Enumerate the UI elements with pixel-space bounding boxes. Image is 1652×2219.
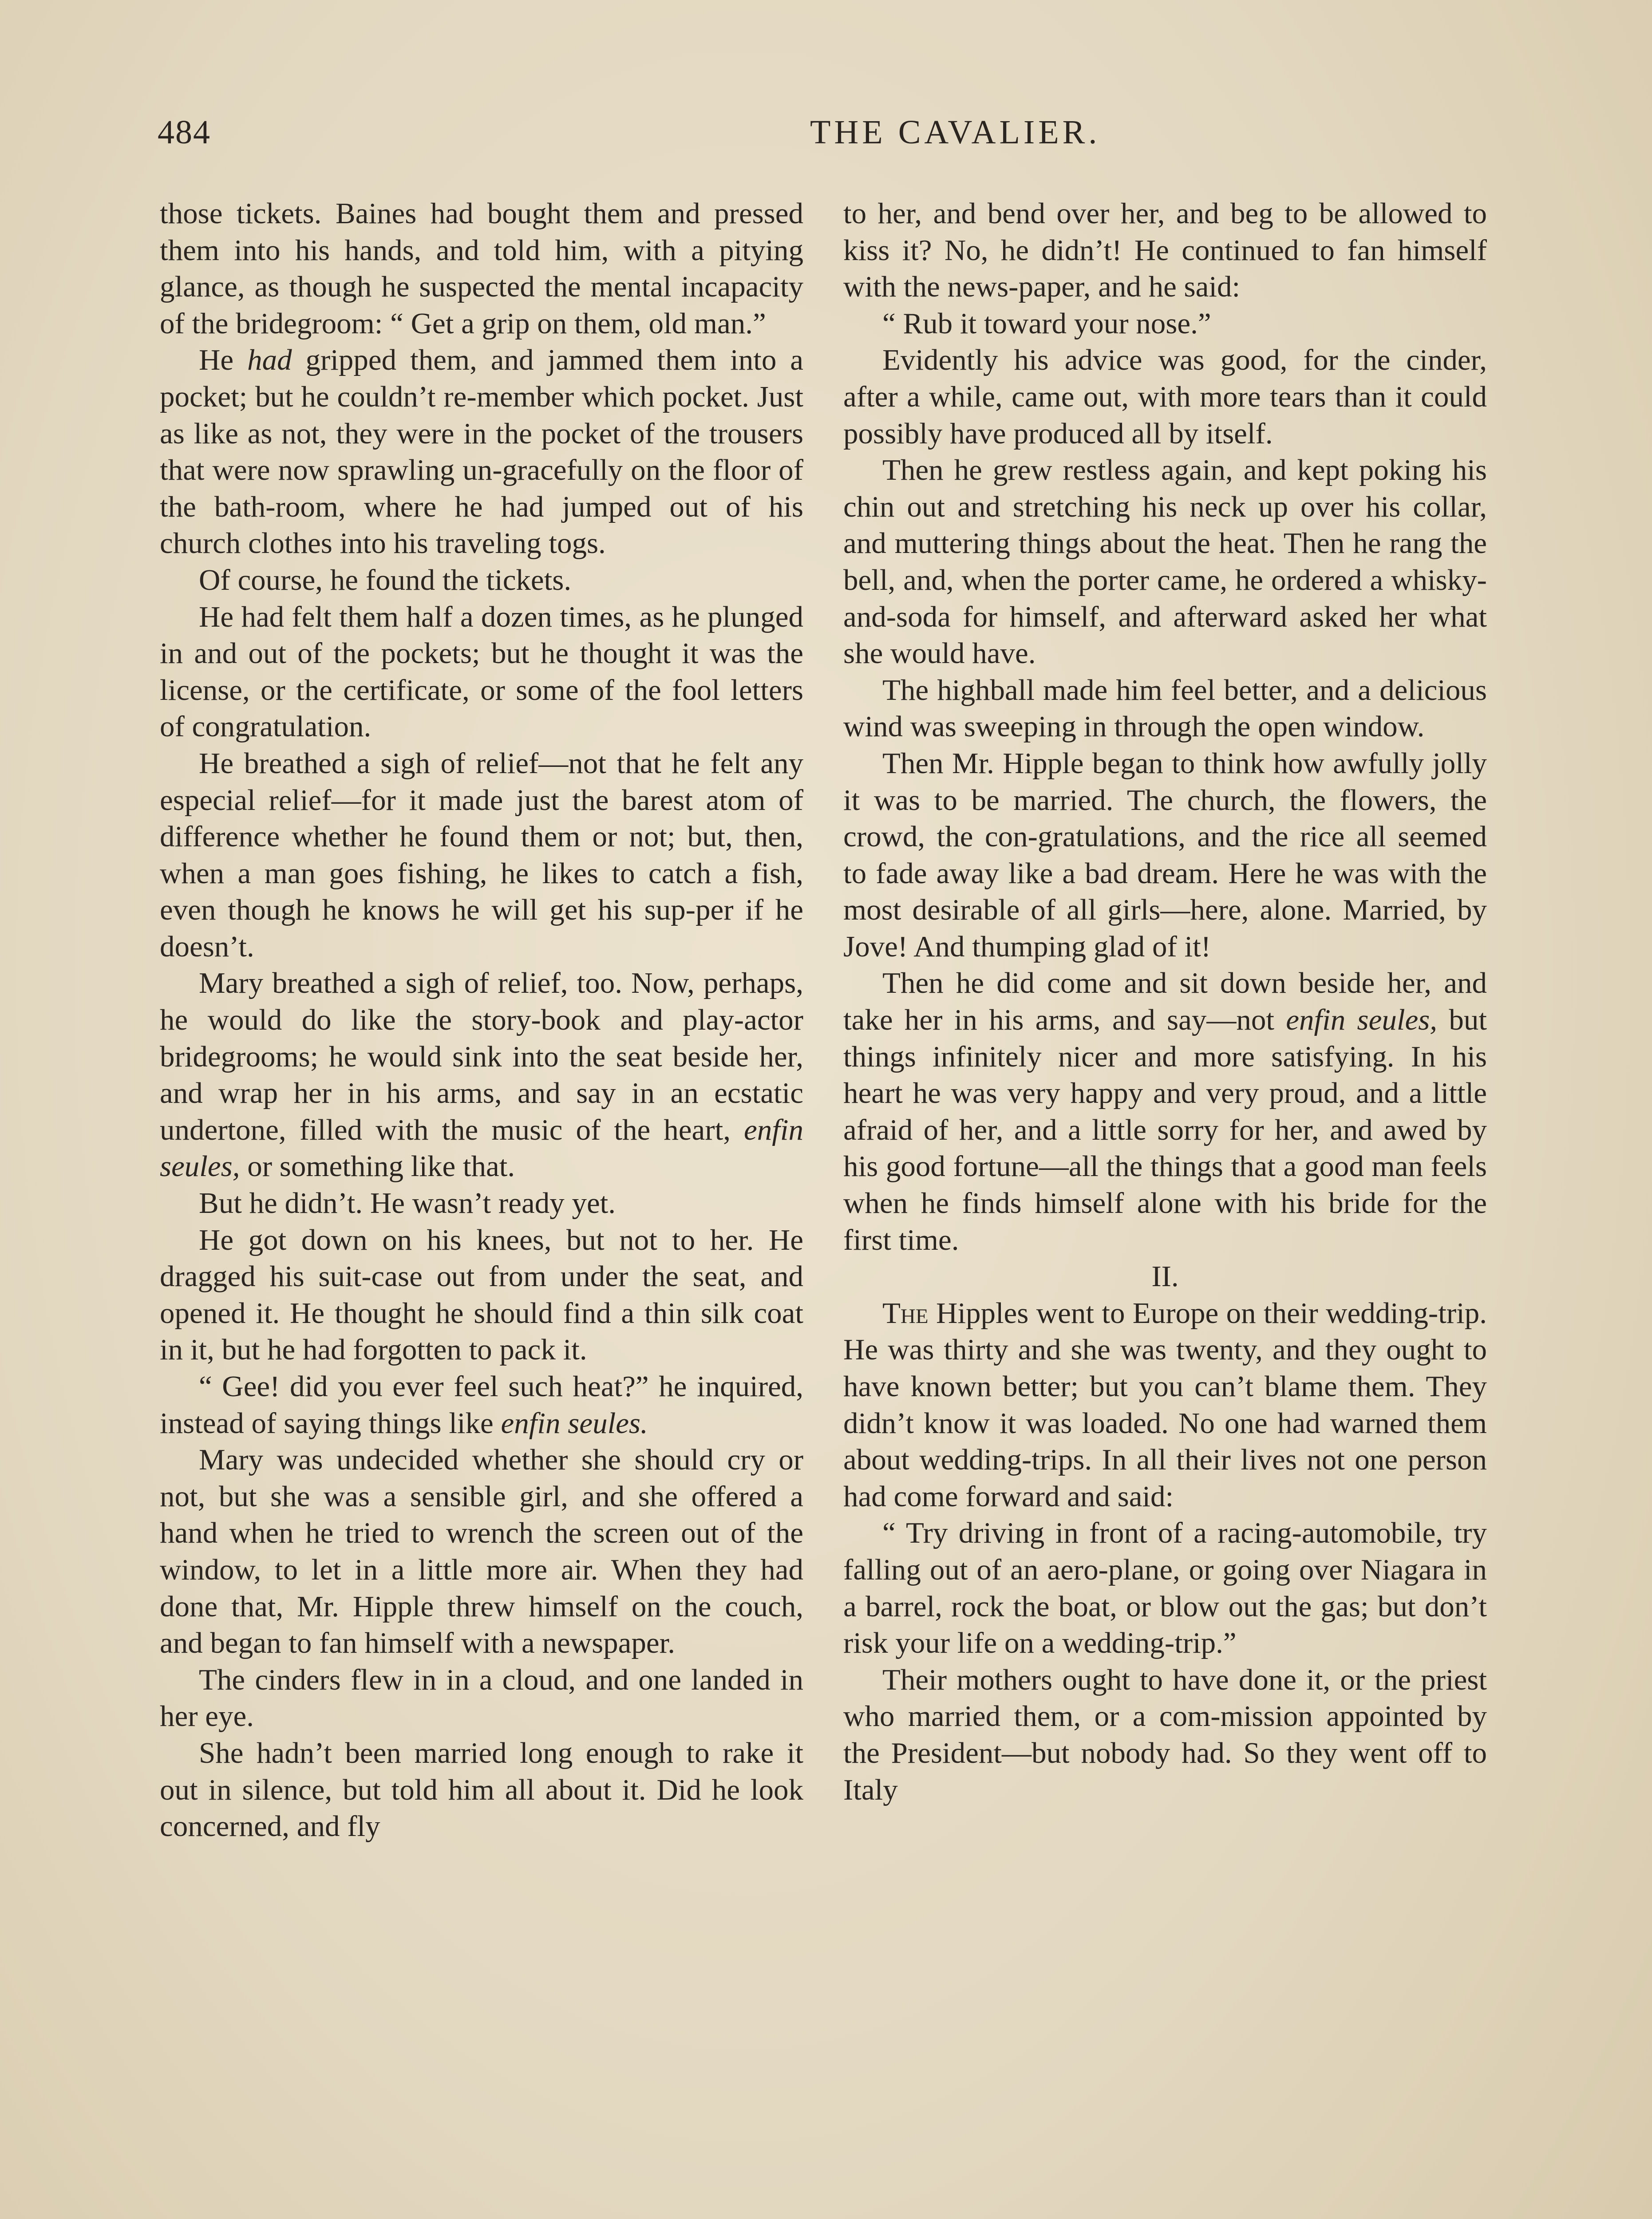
paragraph: Then he did come and sit down beside her, and take her in his arms, and say—not enfin seules, but things infinitely nicer and more satisfying. In his heart he was very happy and very proud, and a little afraid of her, and a little sorry for her, and awed by his good fortune—all the things that a good man feels when he finds himself alone with his bride for the first time. [843,967,1487,1256]
paragraph: to her, and bend over her, and beg to be allowed to kiss it? No, he didn’t! He continued to fan himself with the news-paper, and he said: [843,197,1487,304]
paragraph: Then he grew restless again, and kept poking his chin out and stretching his neck up over his collar, and muttering things about the heat. Then he rang the bell, and, when the porter came, he ordered a whisky-and-soda for himself, and afterward asked her what she would have. [843,454,1487,670]
paragraph: Mary was undecided whether she should cry or not, but she was a sensible girl, and she offered a hand when he tried to wrench the screen out of the window, to let in a little more air. When they had done that, Mr. Hipple threw himself on the couch, and began to fan himself with a newspaper. [160,1443,803,1660]
paragraph: He breathed a sigh of relief—not that he felt any especial relief—for it made just the barest atom of difference whether he found them or not; but, then, when a man goes fishing, he likes to catch a fish, even though he knows he will get his sup-per if he doesn’t. [160,746,803,963]
paragraph: He had gripped them, and jammed them into a pocket; but he couldn’t re-member which pocket. Just as like as not, they were in the pocket of the trousers that were now sprawling un-gracefully on the floor of the bath-room, where he had jumped out of his church clothes into his traveling togs. [160,344,803,560]
paragraph: But he didn’t. He wasn’t ready yet. [199,1187,616,1220]
paragraph: He had felt them half a dozen times, as he plunged in and out of the pockets; but he thought it was the license, or the certificate, or some of the fool letters of congratulation. [160,600,803,743]
paragraph: The cinders flew in in a cloud, and one landed in her eye. [160,1663,803,1733]
page-header [158,113,1489,162]
text-column-left [160,195,803,1845]
paragraph: those tickets. Baines had bought them and pressed them into his hands, and told him, with a pitying glance, as though he suspected the mental incapacity of the bridegroom: “ Get a grip on them, old man.” [160,197,803,340]
paragraph: Then Mr. Hipple began to think how awfully jolly it was to be married. The church, the flowers, the crowd, the con-gratulations, and the rice all seemed to fade away like a bad dream. Here he was with the most desirable of all girls—here, alone. Married, by Jove! And thumping glad of it! [843,746,1487,963]
italic-text: enfin seules, [1286,1003,1438,1037]
italic-text: enfin seules. [501,1406,648,1440]
italic-text: had [247,344,292,377]
paragraph: “ Rub it toward your nose.” [882,307,1211,340]
paragraph: The Hipples went to Europe on their wedding-trip. He was thirty and she was twenty, and they ought to have known better; but you can’t blame them. They didn’t know it was loaded. No one had warned them about wedding-trips. In all their lives not one person had come forward and said: [843,1296,1487,1513]
small-caps-lead: The [882,1296,929,1330]
paragraph: He got down on his knees, but not to her. He dragged his suit-case out from under the seat, and opened it. He thought he should find a thin silk coat in it, but he had forgotten to pack it. [160,1223,803,1366]
paragraph: Of course, he found the tickets. [199,563,572,596]
italic-text: enfin seules, [160,1113,803,1183]
paragraph: Mary breathed a sigh of relief, too. Now, perhaps, he would do like the story-book and play-actor bridegrooms; he would sink into the seat beside her, and wrap her in his arms, and say in an ecstatic undertone, filled with the music of the heart, enfin seules, or something like that. [160,967,803,1183]
page-number: 484 [158,114,211,151]
text-column-right [843,195,1487,1808]
paragraph: Evidently his advice was good, for the cinder, after a while, came out, with more tears than it could possibly have produced all by itself. [843,344,1487,450]
paragraph: The highball made him feel better, and a delicious wind was sweeping in through the open window. [843,673,1487,743]
paragraph: “ Gee! did you ever feel such heat?” he inquired, instead of saying things like enfin seules. [160,1370,803,1440]
paragraph: “ Try driving in front of a racing-automobile, try falling out of an aero-plane, or going over Niagara in a barrel, rock the boat, or blow out the gas; but don’t risk your life on a wedding-trip.” [843,1516,1487,1660]
section-numeral: II. [1151,1260,1179,1293]
paragraph: She hadn’t been married long enough to rake it out in silence, but told him all about it. Did he look concerned, and fly [160,1736,803,1843]
paragraph: Their mothers ought to have done it, or the priest who married them, or a com-mission appointed by the President—but nobody had. So they went off to Italy [843,1663,1487,1806]
running-title: THE CAVALIER. [810,114,1101,151]
